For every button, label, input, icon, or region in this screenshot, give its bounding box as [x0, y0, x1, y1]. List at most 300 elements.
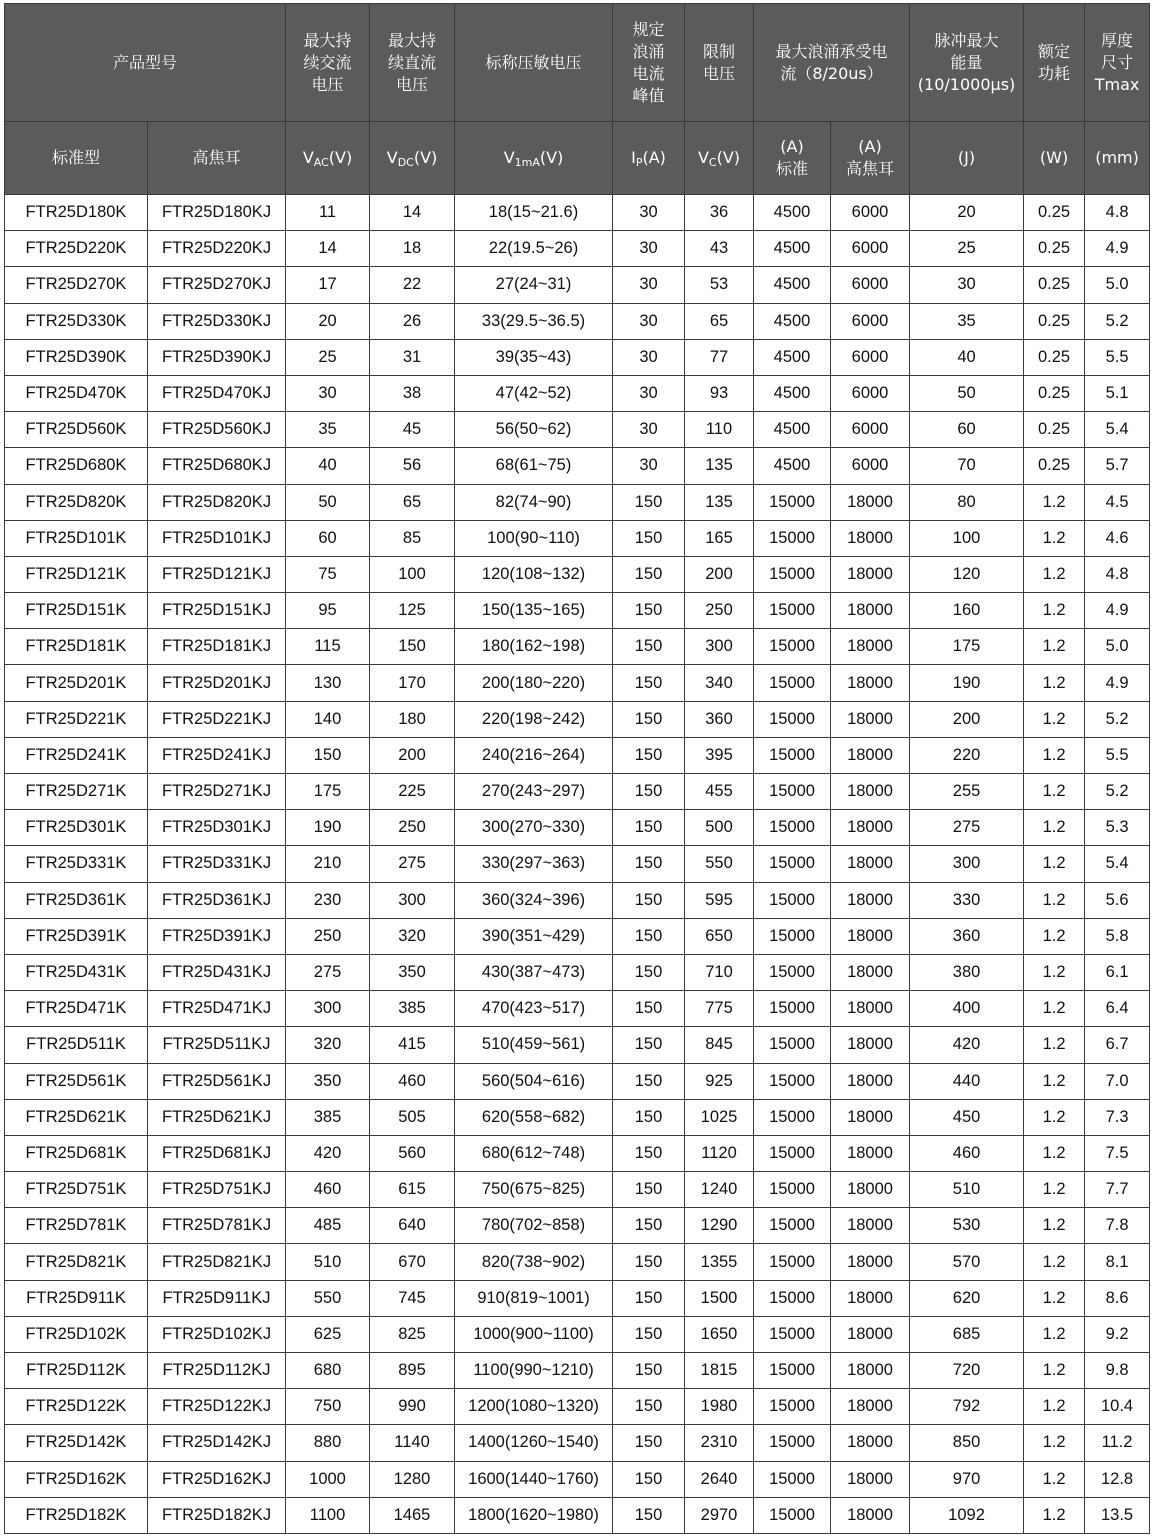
cell-vc: 550 [685, 846, 754, 882]
cell-vac: 40 [286, 448, 370, 484]
cell-surge-high: 18000 [831, 701, 910, 737]
table-row [5, 629, 1150, 665]
cell-surge-high: 18000 [831, 1280, 910, 1316]
cell-ip: 30 [613, 231, 685, 267]
cell-v1ma: 1000(900~1100) [455, 1316, 613, 1352]
table-row [5, 195, 1150, 231]
cell-high-joule-model: FTR25D471KJ [148, 991, 286, 1027]
cell-vac: 250 [286, 918, 370, 954]
cell-vdc: 22 [370, 267, 455, 303]
cell-surge-high: 6000 [831, 375, 910, 411]
cell-v1ma: 120(108~132) [455, 556, 613, 592]
header-vc-line: 电压 [703, 63, 736, 83]
cell-energy: 255 [910, 774, 1024, 810]
cell-energy: 70 [910, 448, 1024, 484]
cell-power: 1.2 [1024, 1280, 1085, 1316]
cell-standard-model: FTR25D511K [5, 1027, 148, 1063]
cell-v1ma: 68(61~75) [455, 448, 613, 484]
cell-power: 0.25 [1024, 195, 1085, 231]
cell-vc: 1240 [685, 1172, 754, 1208]
cell-vc: 43 [685, 231, 754, 267]
cell-high-joule-model: FTR25D911KJ [148, 1280, 286, 1316]
cell-ip: 150 [613, 918, 685, 954]
cell-vdc: 615 [370, 1172, 455, 1208]
cell-energy: 120 [910, 556, 1024, 592]
table-body [5, 195, 1150, 1534]
cell-standard-model: FTR25D561K [5, 1063, 148, 1099]
cell-thickness: 5.5 [1085, 339, 1150, 375]
cell-standard-model: FTR25D681K [5, 1135, 148, 1171]
cell-surge-standard: 15000 [754, 1027, 831, 1063]
cell-v1ma: 240(216~264) [455, 737, 613, 773]
table-row [5, 1316, 1150, 1352]
cell-vdc: 275 [370, 846, 455, 882]
cell-vac: 190 [286, 810, 370, 846]
table-row [5, 1497, 1150, 1533]
cell-power: 1.2 [1024, 701, 1085, 737]
cell-surge-standard: 4500 [754, 195, 831, 231]
cell-thickness: 5.3 [1085, 810, 1150, 846]
table-row [5, 520, 1150, 556]
cell-standard-model: FTR25D361K [5, 882, 148, 918]
cell-surge-high: 18000 [831, 1208, 910, 1244]
cell-thickness: 11.2 [1085, 1425, 1150, 1461]
cell-ip: 30 [613, 267, 685, 303]
cell-surge-high: 18000 [831, 1316, 910, 1352]
cell-v1ma: 1200(1080~1320) [455, 1389, 613, 1425]
cell-vdc: 85 [370, 520, 455, 556]
cell-thickness: 5.4 [1085, 412, 1150, 448]
cell-vdc: 505 [370, 1099, 455, 1135]
cell-ip: 150 [613, 1316, 685, 1352]
cell-standard-model: FTR25D142K [5, 1425, 148, 1461]
cell-surge-standard: 15000 [754, 593, 831, 629]
cell-v1ma: 430(387~473) [455, 954, 613, 990]
cell-surge-high: 6000 [831, 412, 910, 448]
cell-thickness: 5.5 [1085, 737, 1150, 773]
cell-standard-model: FTR25D330K [5, 303, 148, 339]
header-energy-line: 脉冲最大 [934, 30, 999, 50]
cell-vdc: 745 [370, 1280, 455, 1316]
cell-energy: 160 [910, 593, 1024, 629]
cell-v1ma: 1600(1440~1760) [455, 1461, 613, 1497]
cell-surge-high: 6000 [831, 448, 910, 484]
cell-surge-high: 6000 [831, 303, 910, 339]
cell-power: 1.2 [1024, 629, 1085, 665]
cell-v1ma: 780(702~858) [455, 1208, 613, 1244]
cell-power: 0.25 [1024, 231, 1085, 267]
cell-high-joule-model: FTR25D162KJ [148, 1461, 286, 1497]
cell-power: 1.2 [1024, 1172, 1085, 1208]
cell-vc: 135 [685, 484, 754, 520]
cell-standard-model: FTR25D101K [5, 520, 148, 556]
table-row [5, 991, 1150, 1027]
cell-vdc: 560 [370, 1135, 455, 1171]
cell-energy: 300 [910, 846, 1024, 882]
table-row [5, 1063, 1150, 1099]
cell-vdc: 31 [370, 339, 455, 375]
cell-surge-standard: 15000 [754, 1063, 831, 1099]
table-row [5, 1099, 1150, 1135]
cell-high-joule-model: FTR25D391KJ [148, 918, 286, 954]
cell-ip: 30 [613, 375, 685, 411]
header-ip-line: 浪涌 [632, 41, 665, 61]
cell-surge-standard: 4500 [754, 303, 831, 339]
cell-standard-model: FTR25D221K [5, 701, 148, 737]
cell-vc: 455 [685, 774, 754, 810]
cell-surge-standard: 15000 [754, 846, 831, 882]
cell-surge-standard: 15000 [754, 520, 831, 556]
cell-thickness: 9.8 [1085, 1353, 1150, 1389]
cell-vac: 75 [286, 556, 370, 592]
cell-v1ma: 56(50~62) [455, 412, 613, 448]
header-standard [5, 122, 148, 195]
table-row [5, 1172, 1150, 1208]
header-ip [613, 4, 685, 122]
cell-standard-model: FTR25D180K [5, 195, 148, 231]
header-high-joule [148, 122, 286, 195]
header-thickness [1085, 4, 1150, 122]
cell-standard-model: FTR25D102K [5, 1316, 148, 1352]
cell-power: 1.2 [1024, 991, 1085, 1027]
cell-thickness: 7.0 [1085, 1063, 1150, 1099]
sym-unit: (V) [716, 148, 741, 167]
cell-standard-model: FTR25D270K [5, 267, 148, 303]
cell-energy: 220 [910, 737, 1024, 773]
cell-high-joule-model: FTR25D390KJ [148, 339, 286, 375]
cell-thickness: 4.8 [1085, 556, 1150, 592]
cell-vc: 1650 [685, 1316, 754, 1352]
cell-energy: 970 [910, 1461, 1024, 1497]
cell-surge-high: 18000 [831, 918, 910, 954]
table-row [5, 774, 1150, 810]
header-power-unit [1024, 122, 1085, 195]
cell-standard-model: FTR25D112K [5, 1353, 148, 1389]
cell-high-joule-model: FTR25D781KJ [148, 1208, 286, 1244]
cell-high-joule-model: FTR25D511KJ [148, 1027, 286, 1063]
cell-v1ma: 27(24~31) [455, 267, 613, 303]
header-vc-line: 限制 [703, 41, 736, 61]
cell-thickness: 4.5 [1085, 484, 1150, 520]
cell-thickness: 8.1 [1085, 1244, 1150, 1280]
cell-power: 0.25 [1024, 339, 1085, 375]
cell-energy: 330 [910, 882, 1024, 918]
cell-v1ma: 1400(1260~1540) [455, 1425, 613, 1461]
cell-surge-standard: 15000 [754, 1099, 831, 1135]
cell-high-joule-model: FTR25D241KJ [148, 737, 286, 773]
cell-v1ma: 750(675~825) [455, 1172, 613, 1208]
cell-thickness: 7.7 [1085, 1172, 1150, 1208]
sym-unit: (V) [539, 148, 564, 167]
cell-vdc: 460 [370, 1063, 455, 1099]
cell-standard-model: FTR25D470K [5, 375, 148, 411]
cell-standard-model: FTR25D220K [5, 231, 148, 267]
table-row [5, 303, 1150, 339]
header-standard-label: 标准型 [51, 148, 100, 167]
cell-ip: 150 [613, 1063, 685, 1099]
cell-vdc: 150 [370, 629, 455, 665]
cell-thickness: 12.8 [1085, 1461, 1150, 1497]
cell-vc: 1980 [685, 1389, 754, 1425]
table-row [5, 593, 1150, 629]
cell-standard-model: FTR25D471K [5, 991, 148, 1027]
cell-ip: 150 [613, 1172, 685, 1208]
header-thickness-unit [1085, 122, 1150, 195]
cell-vc: 500 [685, 810, 754, 846]
cell-high-joule-model: FTR25D751KJ [148, 1172, 286, 1208]
cell-vc: 2640 [685, 1461, 754, 1497]
cell-ip: 150 [613, 737, 685, 773]
cell-energy: 850 [910, 1425, 1024, 1461]
cell-power: 1.2 [1024, 774, 1085, 810]
cell-thickness: 5.0 [1085, 629, 1150, 665]
cell-thickness: 5.6 [1085, 882, 1150, 918]
header-surge-high-line: 高焦耳 [846, 159, 895, 178]
cell-vac: 320 [286, 1027, 370, 1063]
cell-vac: 30 [286, 375, 370, 411]
header-energy-unit-label: (J) [957, 148, 976, 167]
cell-vdc: 415 [370, 1027, 455, 1063]
table-row [5, 737, 1150, 773]
cell-vac: 25 [286, 339, 370, 375]
cell-high-joule-model: FTR25D121KJ [148, 556, 286, 592]
cell-standard-model: FTR25D391K [5, 918, 148, 954]
cell-power: 0.25 [1024, 375, 1085, 411]
cell-v1ma: 47(42~52) [455, 375, 613, 411]
cell-v1ma: 100(90~110) [455, 520, 613, 556]
cell-energy: 40 [910, 339, 1024, 375]
cell-power: 0.25 [1024, 412, 1085, 448]
cell-surge-standard: 4500 [754, 339, 831, 375]
cell-energy: 510 [910, 1172, 1024, 1208]
cell-vac: 50 [286, 484, 370, 520]
cell-thickness: 5.4 [1085, 846, 1150, 882]
table-row [5, 1461, 1150, 1497]
cell-vc: 36 [685, 195, 754, 231]
cell-vac: 385 [286, 1099, 370, 1135]
header-vc [685, 4, 754, 122]
cell-surge-high: 18000 [831, 774, 910, 810]
cell-high-joule-model: FTR25D221KJ [148, 701, 286, 737]
cell-surge-high: 6000 [831, 195, 910, 231]
table-row [5, 1425, 1150, 1461]
cell-surge-standard: 15000 [754, 810, 831, 846]
cell-power: 1.2 [1024, 1063, 1085, 1099]
header-thickness-line: 厚度 [1101, 30, 1134, 50]
cell-energy: 25 [910, 231, 1024, 267]
cell-ip: 150 [613, 520, 685, 556]
cell-vdc: 18 [370, 231, 455, 267]
cell-vdc: 825 [370, 1316, 455, 1352]
cell-surge-high: 18000 [831, 737, 910, 773]
header-vac-line: 最大持 [303, 30, 352, 50]
cell-ip: 150 [613, 1135, 685, 1171]
cell-ip: 150 [613, 810, 685, 846]
cell-v1ma: 200(180~220) [455, 665, 613, 701]
table-row [5, 701, 1150, 737]
header-thickness-unit-label: (mm) [1095, 148, 1139, 167]
header-surge [754, 4, 910, 122]
cell-energy: 190 [910, 665, 1024, 701]
cell-ip: 150 [613, 1389, 685, 1425]
table-row [5, 1027, 1150, 1063]
cell-vac: 625 [286, 1316, 370, 1352]
cell-energy: 530 [910, 1208, 1024, 1244]
header-surge-high [831, 122, 910, 195]
cell-v1ma: 180(162~198) [455, 629, 613, 665]
cell-ip: 150 [613, 1099, 685, 1135]
cell-ip: 150 [613, 1208, 685, 1244]
cell-high-joule-model: FTR25D621KJ [148, 1099, 286, 1135]
cell-power: 1.2 [1024, 737, 1085, 773]
cell-vdc: 1280 [370, 1461, 455, 1497]
cell-surge-standard: 15000 [754, 1389, 831, 1425]
cell-vdc: 350 [370, 954, 455, 990]
cell-power: 1.2 [1024, 1316, 1085, 1352]
cell-energy: 175 [910, 629, 1024, 665]
cell-surge-standard: 15000 [754, 1461, 831, 1497]
cell-vc: 775 [685, 991, 754, 1027]
cell-energy: 100 [910, 520, 1024, 556]
cell-standard-model: FTR25D151K [5, 593, 148, 629]
cell-vdc: 1465 [370, 1497, 455, 1533]
cell-vdc: 125 [370, 593, 455, 629]
table-row [5, 1244, 1150, 1280]
cell-vc: 110 [685, 412, 754, 448]
cell-energy: 400 [910, 991, 1024, 1027]
table-row [5, 484, 1150, 520]
cell-surge-standard: 15000 [754, 774, 831, 810]
cell-vdc: 1140 [370, 1425, 455, 1461]
header-vdc-unit [370, 122, 455, 195]
cell-ip: 30 [613, 195, 685, 231]
table-row [5, 1135, 1150, 1171]
cell-standard-model: FTR25D911K [5, 1280, 148, 1316]
cell-surge-high: 18000 [831, 1027, 910, 1063]
cell-thickness: 8.6 [1085, 1280, 1150, 1316]
cell-high-joule-model: FTR25D122KJ [148, 1389, 286, 1425]
cell-ip: 150 [613, 846, 685, 882]
cell-surge-standard: 15000 [754, 954, 831, 990]
cell-surge-high: 18000 [831, 1497, 910, 1533]
cell-surge-standard: 15000 [754, 1497, 831, 1533]
header-vdc [370, 4, 455, 122]
cell-ip: 150 [613, 629, 685, 665]
header-vac-unit [286, 122, 370, 195]
cell-v1ma: 22(19.5~26) [455, 231, 613, 267]
cell-high-joule-model: FTR25D301KJ [148, 810, 286, 846]
cell-vc: 200 [685, 556, 754, 592]
table-row [5, 339, 1150, 375]
cell-ip: 150 [613, 556, 685, 592]
cell-v1ma: 1800(1620~1980) [455, 1497, 613, 1533]
cell-surge-high: 18000 [831, 1389, 910, 1425]
cell-surge-standard: 15000 [754, 1316, 831, 1352]
cell-power: 0.25 [1024, 448, 1085, 484]
cell-thickness: 4.6 [1085, 520, 1150, 556]
cell-thickness: 7.3 [1085, 1099, 1150, 1135]
sym-sub: AC [313, 156, 329, 169]
cell-vc: 650 [685, 918, 754, 954]
cell-surge-high: 18000 [831, 484, 910, 520]
cell-thickness: 9.2 [1085, 1316, 1150, 1352]
table-row [5, 267, 1150, 303]
cell-power: 1.2 [1024, 1027, 1085, 1063]
table-row [5, 1389, 1150, 1425]
cell-vac: 35 [286, 412, 370, 448]
header-high-joule-label: 高焦耳 [192, 148, 241, 167]
cell-energy: 30 [910, 267, 1024, 303]
sym-main: V [503, 148, 515, 167]
cell-surge-high: 18000 [831, 593, 910, 629]
cell-vac: 275 [286, 954, 370, 990]
cell-thickness: 10.4 [1085, 1389, 1150, 1425]
header-surge-standard [754, 122, 831, 195]
cell-ip: 150 [613, 954, 685, 990]
cell-v1ma: 560(504~616) [455, 1063, 613, 1099]
cell-vc: 845 [685, 1027, 754, 1063]
cell-vc: 395 [685, 737, 754, 773]
cell-power: 0.25 [1024, 303, 1085, 339]
cell-surge-standard: 4500 [754, 412, 831, 448]
cell-high-joule-model: FTR25D270KJ [148, 267, 286, 303]
cell-ip: 150 [613, 1461, 685, 1497]
cell-surge-high: 18000 [831, 556, 910, 592]
cell-high-joule-model: FTR25D331KJ [148, 846, 286, 882]
cell-high-joule-model: FTR25D820KJ [148, 484, 286, 520]
sym-unit: (A) [642, 148, 666, 167]
cell-vc: 925 [685, 1063, 754, 1099]
cell-ip: 150 [613, 665, 685, 701]
cell-surge-standard: 4500 [754, 448, 831, 484]
cell-high-joule-model: FTR25D361KJ [148, 882, 286, 918]
cell-power: 1.2 [1024, 1497, 1085, 1533]
cell-energy: 200 [910, 701, 1024, 737]
cell-surge-high: 18000 [831, 882, 910, 918]
cell-vac: 130 [286, 665, 370, 701]
cell-standard-model: FTR25D560K [5, 412, 148, 448]
cell-vc: 340 [685, 665, 754, 701]
cell-vac: 485 [286, 1208, 370, 1244]
cell-vc: 135 [685, 448, 754, 484]
cell-high-joule-model: FTR25D560KJ [148, 412, 286, 448]
cell-energy: 685 [910, 1316, 1024, 1352]
cell-power: 1.2 [1024, 810, 1085, 846]
header-vdc-line: 最大持 [388, 30, 437, 50]
cell-standard-model: FTR25D431K [5, 954, 148, 990]
cell-power: 1.2 [1024, 1135, 1085, 1171]
cell-ip: 150 [613, 593, 685, 629]
cell-surge-high: 18000 [831, 954, 910, 990]
header-power-line: 额定 [1038, 41, 1071, 61]
cell-ip: 30 [613, 303, 685, 339]
header-surge-standard-line: 标准 [776, 159, 809, 178]
cell-surge-high: 18000 [831, 1172, 910, 1208]
table-row [5, 231, 1150, 267]
header-surge-standard-line: (A) [780, 137, 804, 156]
cell-vac: 750 [286, 1389, 370, 1425]
cell-thickness: 13.5 [1085, 1497, 1150, 1533]
cell-energy: 440 [910, 1063, 1024, 1099]
cell-surge-standard: 15000 [754, 1425, 831, 1461]
header-thickness-line: Tmax [1094, 74, 1140, 94]
cell-standard-model: FTR25D271K [5, 774, 148, 810]
table-row [5, 665, 1150, 701]
header-model [5, 4, 286, 122]
cell-energy: 420 [910, 1027, 1024, 1063]
header-varistor-voltage [455, 4, 613, 122]
cell-energy: 1092 [910, 1497, 1024, 1533]
